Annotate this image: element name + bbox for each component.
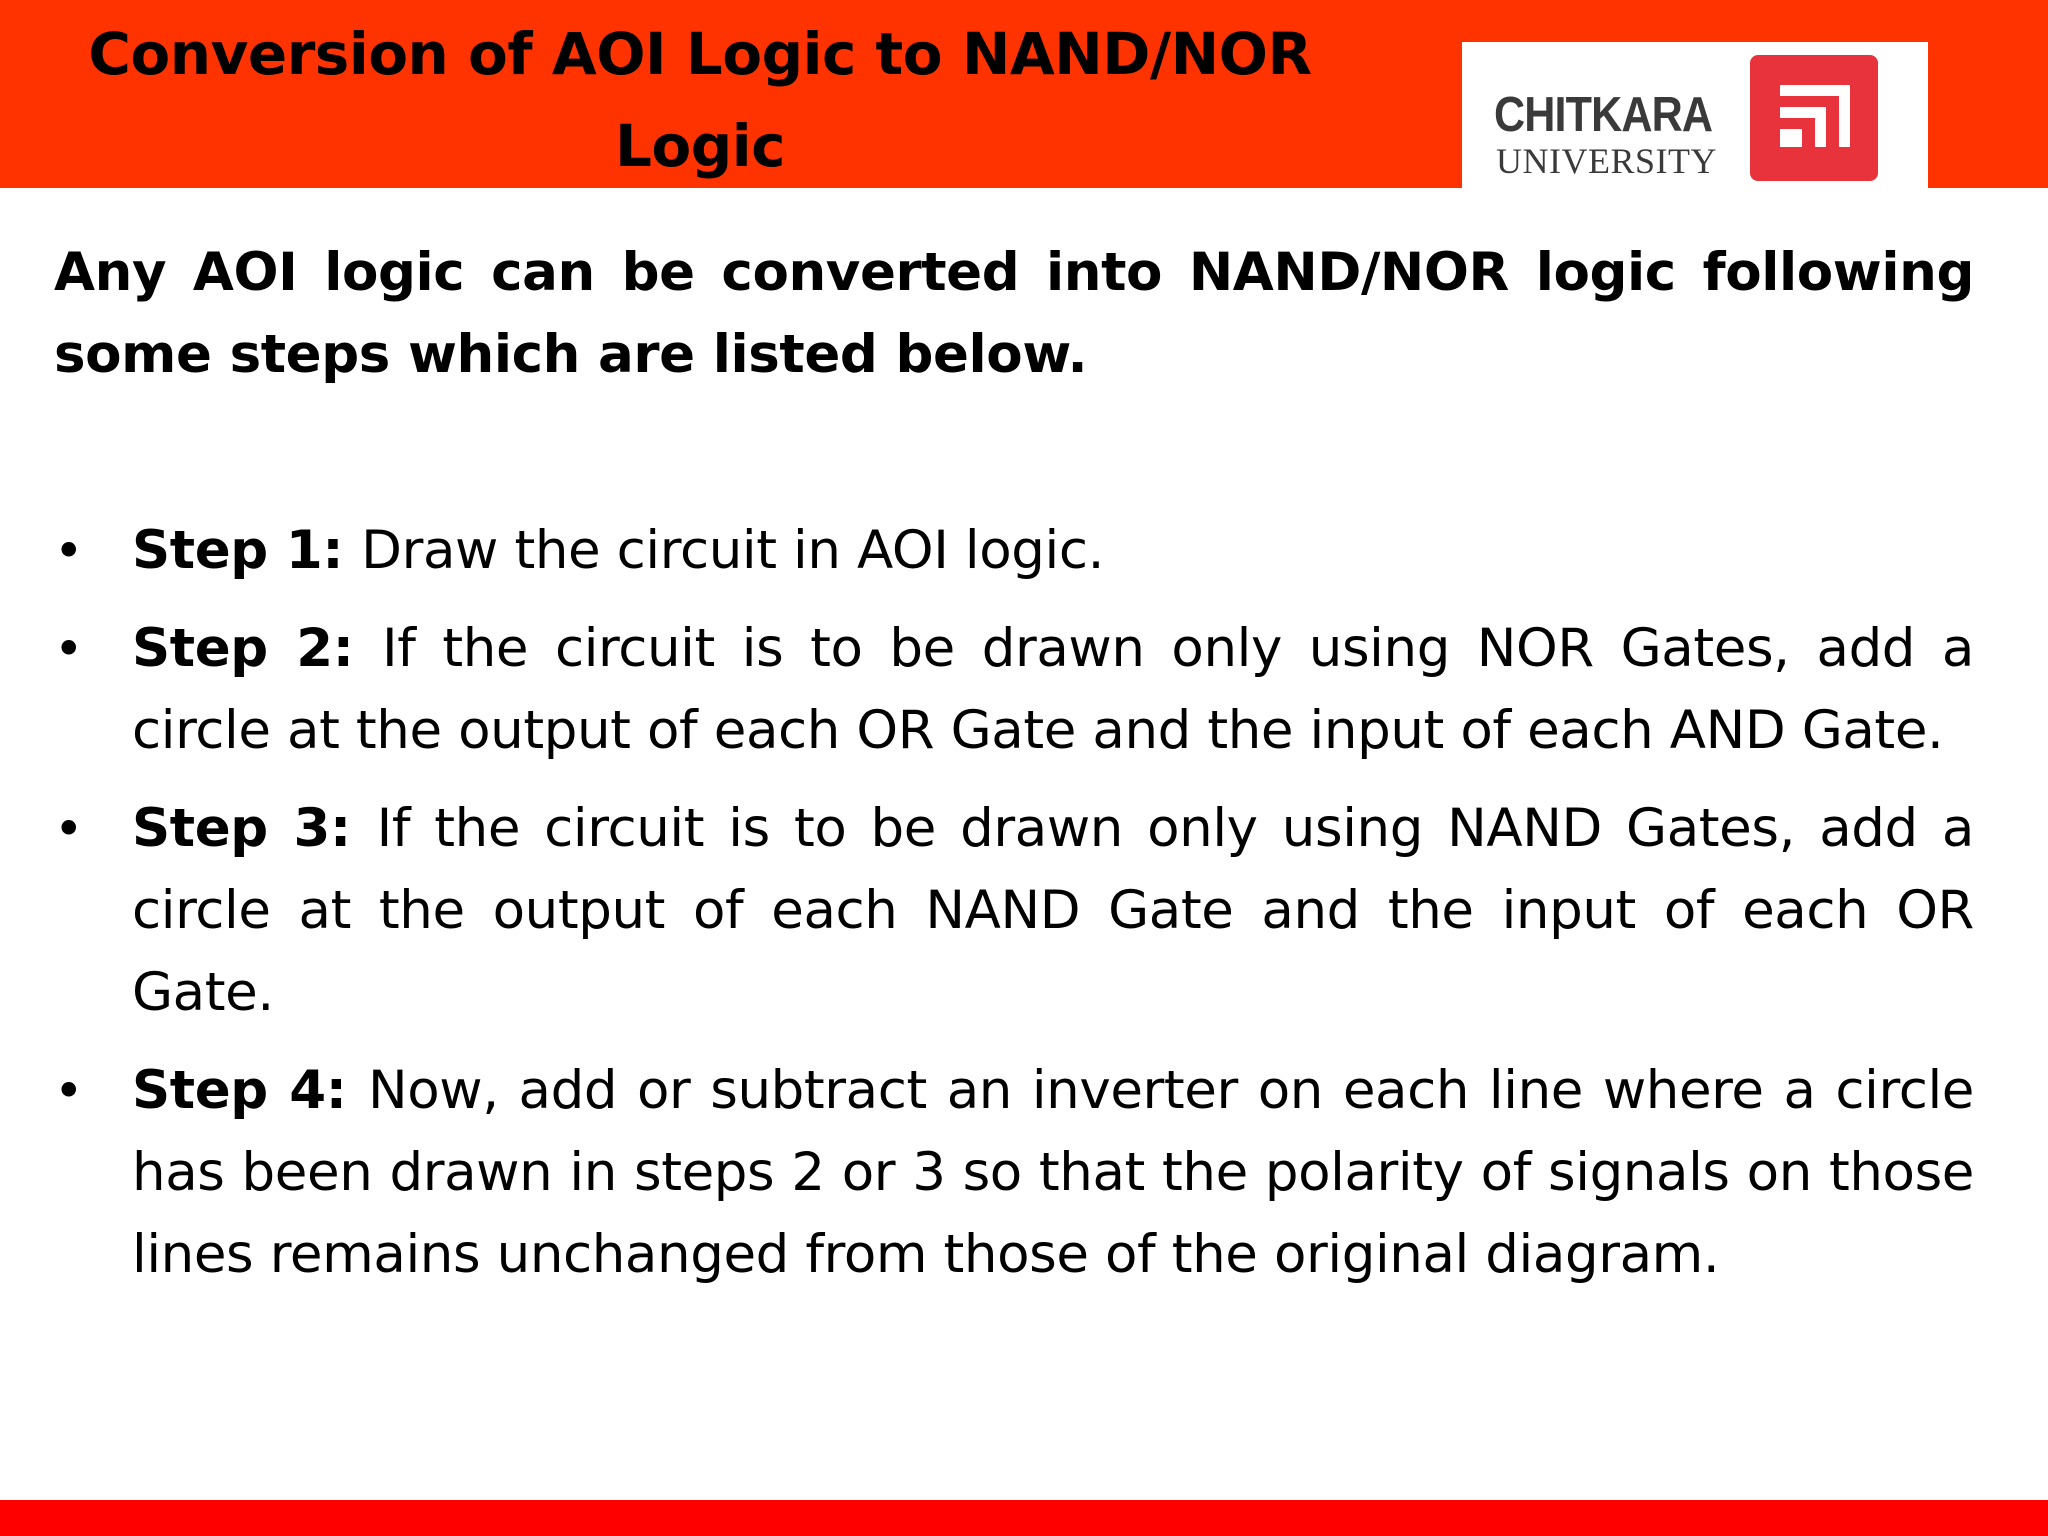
step-label: Step 4: (132, 1060, 368, 1121)
university-logo (1462, 42, 1928, 188)
step-item-4 (54, 1050, 1974, 1296)
slide-title: Conversion of AOI Logic to NAND/NOR Logic (88, 20, 1312, 180)
step-text: Now, add or subtract an inverter on each line where a circle has been drawn in steps 2 or 3 so that the polarity of signals on those lines remains unchanged from those of the original diagram. (132, 1060, 1974, 1285)
bullet-icon: • (54, 800, 84, 858)
header-bar (0, 0, 2048, 188)
intro-paragraph: Any AOI logic can be converted into NAND/NOR logic following some steps which are listed below. (54, 242, 1974, 385)
step-text: If the circuit is to be drawn only using NAND Gates, add a circle at the output of each NAND Gate and the input of each OR Gate. (132, 798, 1974, 1023)
step-text: Draw the circuit in AOI logic. (361, 520, 1105, 581)
bullet-icon: • (54, 522, 84, 580)
step-text: If the circuit is to be drawn only using NOR Gates, add a circle at the output of each OR Gate and the input of each AND Gate. (132, 618, 1974, 761)
step-label: Step 2: (132, 618, 382, 679)
bullet-icon: • (54, 620, 84, 678)
step-item-2 (54, 608, 1974, 772)
step-label: Step 1: (132, 520, 362, 581)
bullet-icon: • (54, 1062, 84, 1120)
footer-bar (0, 1500, 2048, 1536)
logo-name-top: CHITKARA (1494, 88, 1713, 142)
logo-name-bottom: UNIVERSITY (1496, 141, 1717, 181)
steps-list (54, 510, 1974, 1312)
step-item-3 (54, 788, 1974, 1034)
step-label: Step 3: (132, 798, 377, 859)
step-item-1 (54, 510, 1974, 592)
logo-mark-icon (1750, 55, 1878, 181)
slide-content (54, 232, 1974, 1285)
